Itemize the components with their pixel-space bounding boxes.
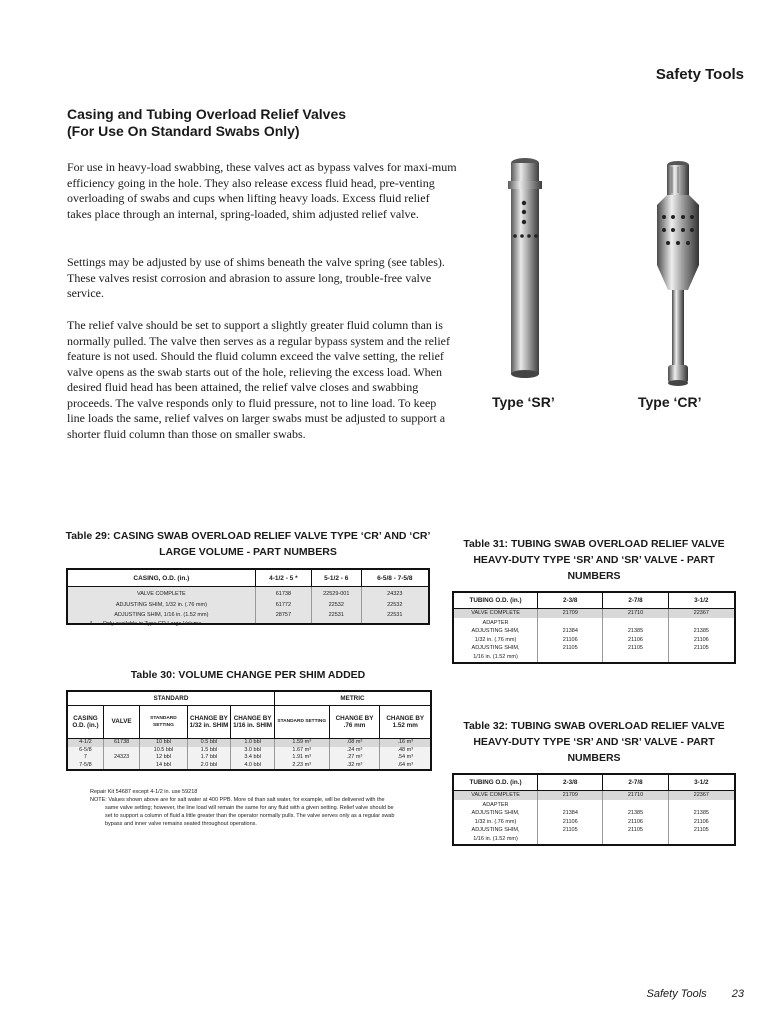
table32-parts-labels: ADAPTER ADJUSTING SHIM, 1/32 in. (.76 mm) ADJUSTING SHIM, 1/16 in. (1.52 mm) (453, 800, 538, 846)
table32-cell: 21384 21106 21105 (538, 800, 603, 846)
table-row (453, 618, 735, 664)
table29-cell: 22529-001 (311, 587, 361, 600)
note-line: bypass and inner valve remains seated throughout operations. (105, 821, 257, 827)
table30-cell-ch76: .24 m³ .27 m³ .32 m³ (329, 747, 380, 771)
table29-header: 6-5/8 - 7-5/8 (361, 569, 429, 587)
table32-header-row (453, 774, 735, 791)
table30-group-metric: METRIC (274, 691, 431, 706)
table-row (453, 609, 735, 618)
footnote-text: Only available in Type CR Large Volume (102, 621, 202, 627)
table32-header: TUBING O.D. (in.) (453, 774, 538, 791)
table30-header: CHANGE BY 1/16 in. SHIM (231, 706, 275, 739)
table29-cell: ADJUSTING SHIM, 1/16 in. (1.52 mm) (67, 610, 255, 624)
table31-cell: 22367 (668, 609, 735, 618)
table29-caption-line1: Table 29: CASING SWAB OVERLOAD RELIEF VALVE TYPE ‘CR’ AND ‘CR’ (65, 530, 431, 542)
table31-cell: 21709 (538, 609, 603, 618)
table30-notes (90, 788, 435, 828)
table31-cell: VALVE COMPLETE (453, 609, 538, 618)
table31-header-row (453, 592, 735, 609)
table30-header: CHANGE BY 1/32 in. SHIM (187, 706, 231, 739)
paragraph-intro: For use in heavy-load swabbing, these valves act as bypass valves for maxi-mum efficiency going in the hole. They also release excess fluid head, pre-venting overloading of swabs and cups when lifting heavy loads. Excess fluid relief takes place through an internal, spring-loaded, shim adjusted relief valve. (67, 160, 457, 221)
table31-caption (448, 536, 740, 584)
table31-cell: 21385 21106 21105 (668, 618, 735, 664)
table31-cell: 21385 21106 21105 (603, 618, 668, 664)
note-line: set to support a column of fluid a little greater than the operator normally pulls. The valve serves only as a regular swab (105, 813, 395, 819)
table29-header: 4-1/2 - 5 * (255, 569, 311, 587)
table31-caption-line3: NUMBERS (567, 570, 621, 582)
table30-cell-ch152: .48 m³ .54 m³ .64 m³ (380, 747, 431, 771)
note-line: NOTE: Values shown above are for salt water at 400 PPB. More oil than salt water, for example, will be delivered with the (90, 797, 385, 803)
table32-cell: VALVE COMPLETE (453, 791, 538, 800)
table30-cell: 4-1/2 (67, 739, 103, 747)
table-row (67, 739, 431, 747)
table-row (453, 800, 735, 846)
page-title (67, 106, 346, 140)
table29-header: 5-1/2 - 6 (311, 569, 361, 587)
table32-cell: 21710 (603, 791, 668, 800)
caption-type-sr: Type ‘SR’ (492, 394, 555, 410)
table32-header: 2-3/8 (538, 774, 603, 791)
table30-header: CHANGE BY 1.52 mm (380, 706, 431, 739)
table29-caption-line2: LARGE VOLUME - PART NUMBERS (159, 546, 337, 558)
table29-cell: 22532 (311, 600, 361, 611)
table32-caption-line1: Table 32: TUBING SWAB OVERLOAD RELIEF VALVE (463, 720, 725, 732)
table30-header: VALVE (103, 706, 139, 739)
footer-label: Safety Tools (646, 988, 707, 1000)
table31-caption-line2: HEAVY-DUTY TYPE ‘SR’ AND ‘SR’ VALVE - PART (473, 554, 715, 566)
repair-kit-note: Repair Kit 54687 except 4-1/2 in. use 59218 (90, 789, 198, 795)
table29-cell: 22531 (311, 610, 361, 624)
table-row (67, 747, 431, 771)
table30-header: CHANGE BY .76 mm (329, 706, 380, 739)
table32-caption-line2: HEAVY-DUTY TYPE ‘SR’ AND ‘SR’ VALVE - PART (473, 736, 715, 748)
table29-cell: VALVE COMPLETE (67, 587, 255, 600)
table32-cell: 21709 (538, 791, 603, 800)
table30-cell-ch32: 1.5 bbl 1.7 bbl 2.0 bbl (187, 747, 231, 771)
table30-caption: Table 30: VOLUME CHANGE PER SHIM ADDED (130, 669, 366, 681)
table30-cell: .08 m³ (329, 739, 380, 747)
table32-header: 2-7/8 (603, 774, 668, 791)
table32-cell: 21385 21106 21105 (668, 800, 735, 846)
title-line-1: Casing and Tubing Overload Relief Valves (67, 106, 347, 122)
table30-cell-std-metric: 1.67 m³ 1.91 m³ 2.23 m³ (274, 747, 329, 771)
table31 (452, 591, 736, 664)
table29-cell: 61738 (255, 587, 311, 600)
table30-cell-valve: 24323 (103, 747, 139, 771)
table29 (66, 568, 430, 625)
table31-header: TUBING O.D. (in.) (453, 592, 538, 609)
table-row (67, 600, 429, 611)
table30-cell-casing: 6-5/8 7 7-5/8 (67, 747, 103, 771)
table29-header-row (67, 569, 429, 587)
table29-header: CASING, O.D. (in.) (67, 569, 255, 587)
table-row (67, 587, 429, 600)
table30-header: CASING O.D. (in.) (67, 706, 103, 739)
title-line-2: (For Use On Standard Swabs Only) (67, 123, 300, 139)
table30-cell: 61738 (103, 739, 139, 747)
table30-group-standard: STANDARD (67, 691, 274, 706)
table30-group-row (67, 691, 431, 706)
table29-cell: ADJUSTING SHIM, 1/32 in. (.76 mm) (67, 600, 255, 611)
table32-cell: 21385 21106 21105 (603, 800, 668, 846)
page-footer (647, 988, 744, 1000)
table31-header: 2-7/8 (603, 592, 668, 609)
section-header: Safety Tools (655, 66, 744, 83)
table30-cell: .16 m³ (380, 739, 431, 747)
table30 (66, 690, 432, 771)
table30-header-row (67, 706, 431, 739)
table29-cell: 22531 (361, 610, 429, 624)
table30-cell: 0.5 bbl (187, 739, 231, 747)
table29-cell: 24323 (361, 587, 429, 600)
table29-cell: 61772 (255, 600, 311, 611)
table-row (453, 791, 735, 800)
table32 (452, 773, 736, 846)
table30-cell-standard: 10.5 bbl 12 bbl 14 bbl (140, 747, 187, 771)
valve-sr-image (495, 150, 555, 390)
table30-cell: 10 bbl (140, 739, 187, 747)
table31-cell: 21710 (603, 609, 668, 618)
note-line: same valve setting; however, the line load will remain the same for any fluid with a given setting. Relief valve should be (105, 805, 394, 811)
table30-cell: 1.59 m³ (274, 739, 329, 747)
table31-cell: 21384 21106 21105 (538, 618, 603, 664)
table29-caption (62, 528, 434, 560)
table32-caption-line3: NUMBERS (567, 752, 621, 764)
valve-cr-image (640, 155, 720, 395)
table31-caption-line1: Table 31: TUBING SWAB OVERLOAD RELIEF VALVE (463, 538, 725, 550)
page-number: 23 (731, 988, 744, 1000)
table30-cell: 1.0 bbl (231, 739, 275, 747)
table29-footnote (90, 620, 201, 628)
table31-header: 3-1/2 (668, 592, 735, 609)
table29-cell: 22532 (361, 600, 429, 611)
table32-cell: 22367 (668, 791, 735, 800)
table29-cell: 28757 (255, 610, 311, 624)
table30-cell-ch16: 3.0 bbl 3.4 bbl 4.0 bbl (231, 747, 275, 771)
table31-header: 2-3/8 (538, 592, 603, 609)
table32-caption (448, 718, 740, 766)
footnote-mark: * (90, 621, 93, 627)
caption-type-cr: Type ‘CR’ (638, 394, 702, 410)
table30-header: STANDARD SETTING (140, 706, 187, 739)
table30-header: STANDARD SETTING (274, 706, 329, 739)
table32-header: 3-1/2 (668, 774, 735, 791)
paragraph-settings: Settings may be adjusted by use of shims beneath the valve spring (see tables). These valves resist corrosion and abrasion to assure long, trouble-free valve service. (67, 255, 445, 300)
table31-parts-labels: ADAPTER ADJUSTING SHIM, 1/32 in. (.76 mm) ADJUSTING SHIM, 1/16 in. (1.52 mm) (453, 618, 538, 664)
paragraph-relief: The relief valve should be set to support a slightly greater fluid column than is normally pulled. The valve then serves as a regular bypass system and the relief feature is not used. Should the fluid column exceed the valve setting, the relief valve opens as the swab starts out of the hole, relieving the excess load. When desired fluid head has been attained, the relief valve closes and swabbing proceeds. The valve responds only to fluid pressure, not to line load. To keep line loads the same, relief valves on larger swabs must be adjusted to support a shorter fluid column than those on smaller swabs. (67, 318, 450, 441)
